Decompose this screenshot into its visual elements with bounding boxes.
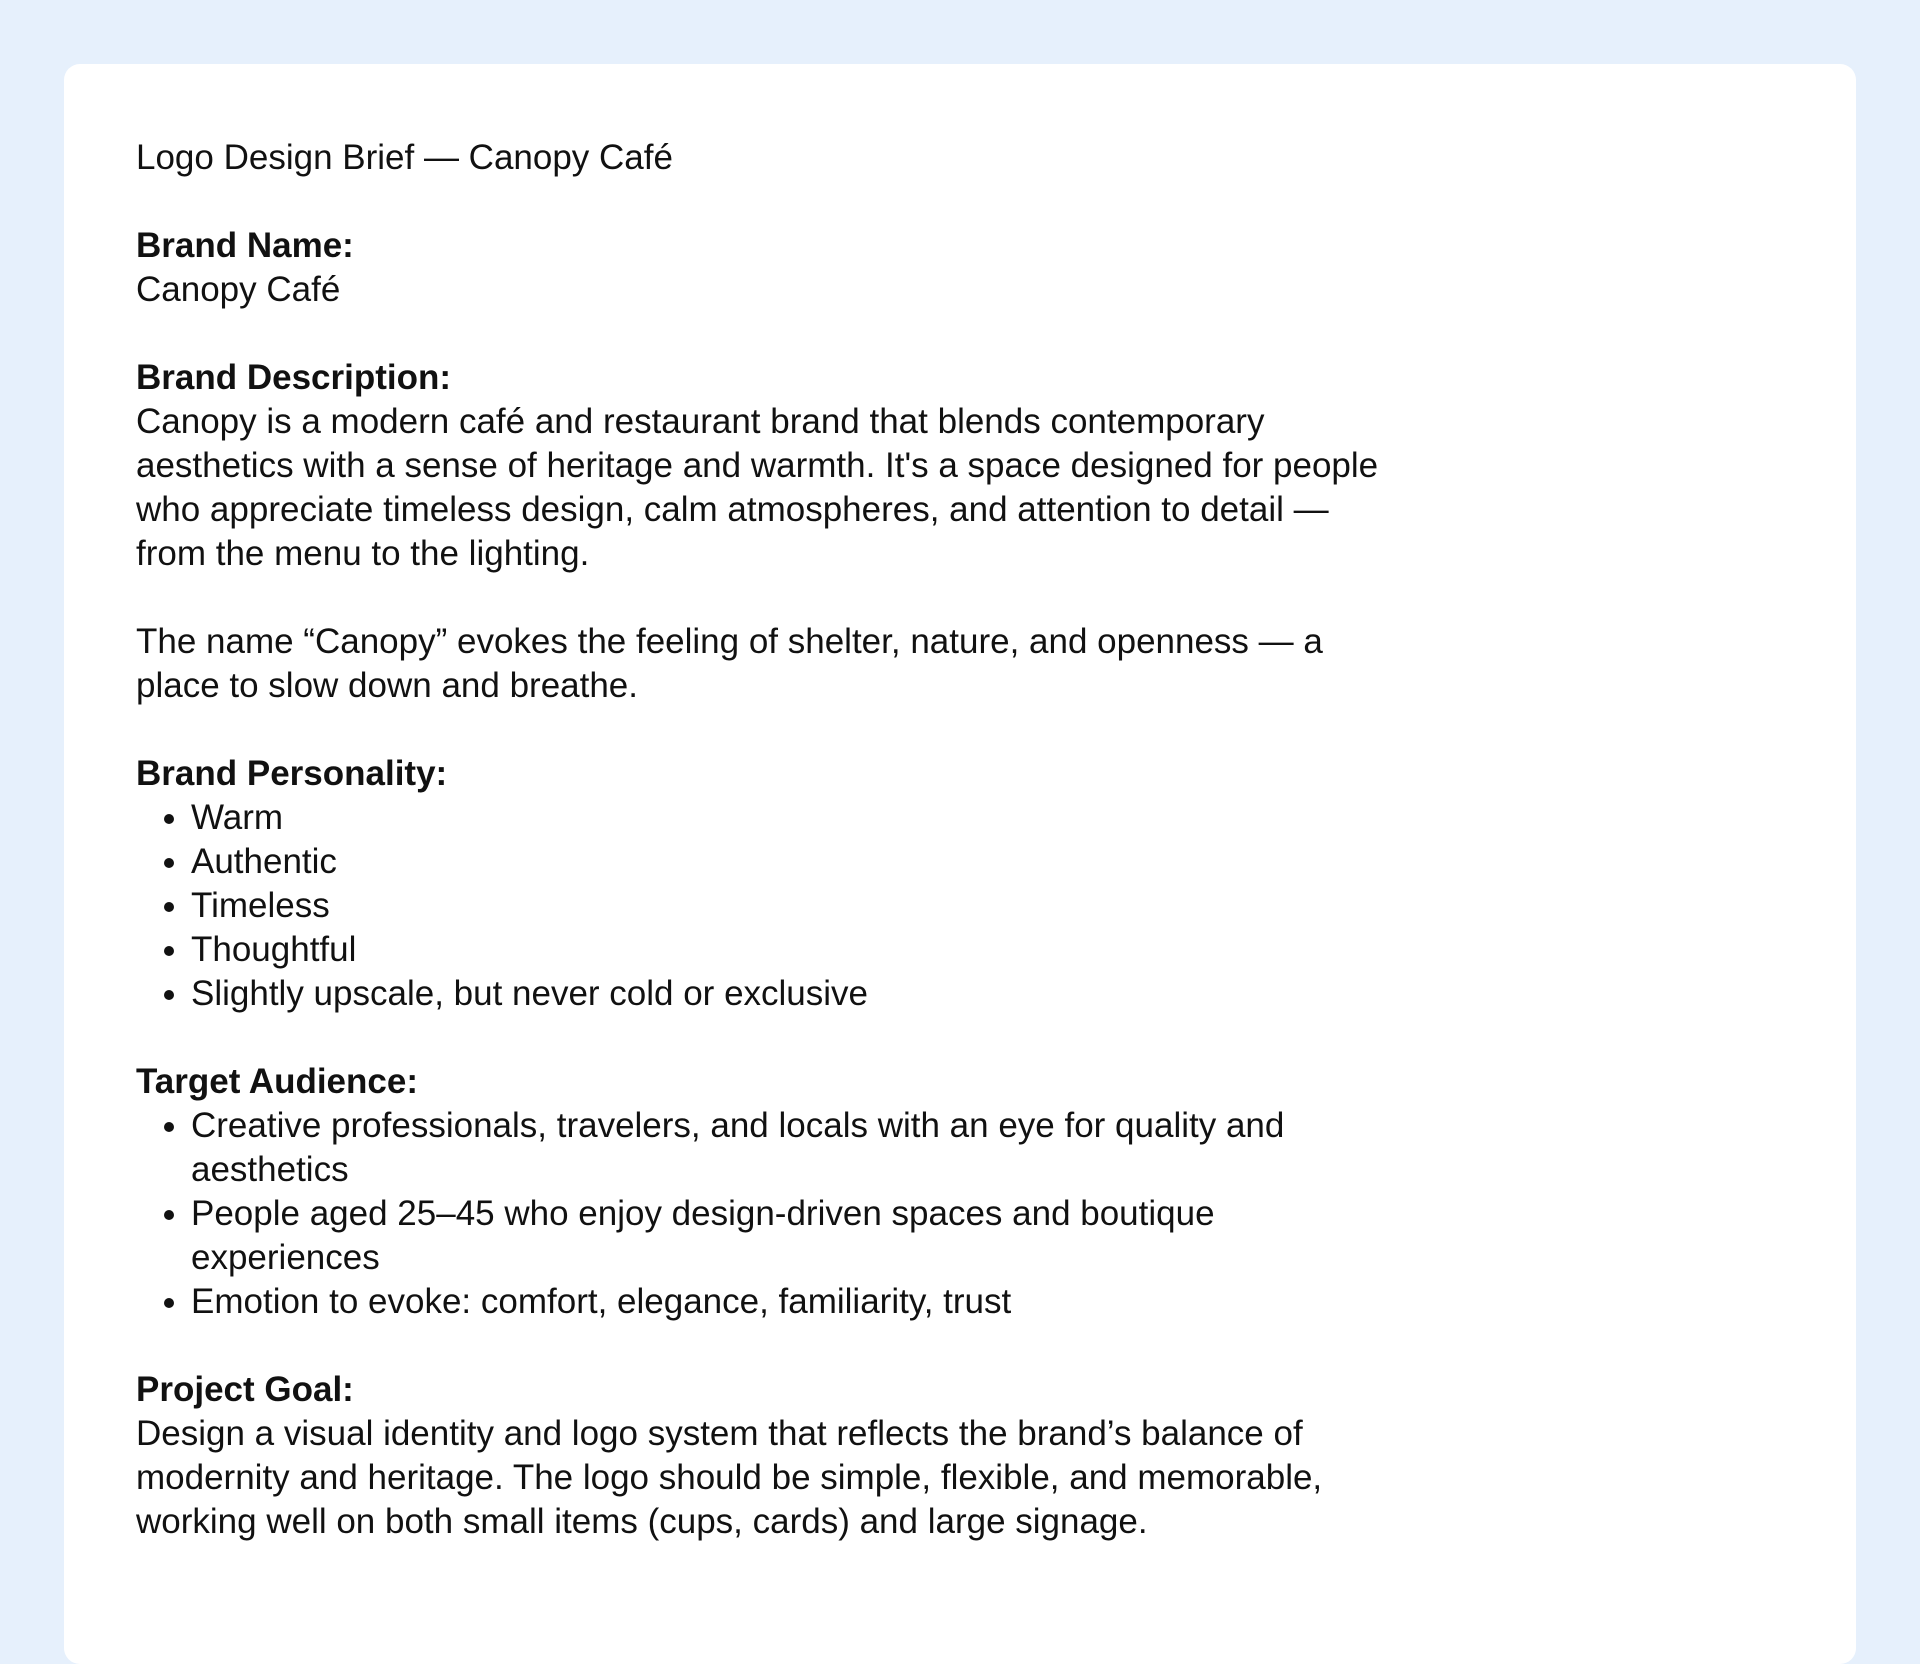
brand-description-paragraph: The name “Canopy” evokes the feeling of shelter, nature, and openness — a place to slow down and breathe.: [136, 622, 1323, 705]
list-item: • Creative professionals, travelers, and locals with an eye for quality and aesthetics: [191, 1104, 1396, 1192]
document-title: Logo Design Brief — Canopy Café: [136, 138, 673, 177]
brand-name-label: Brand Name:: [136, 226, 354, 265]
list-item: • Thoughtful: [191, 928, 1396, 972]
brand-description-label: Brand Description:: [136, 358, 452, 397]
brand-personality-section: [136, 752, 1396, 1016]
project-goal-label: Project Goal:: [136, 1370, 354, 1409]
list-item: • Authentic: [191, 840, 1396, 884]
list-item: • Timeless: [191, 884, 1396, 928]
project-goal-text: Design a visual identity and logo system that reflects the brand’s balance of modernity and heritage. The logo should be simple, flexible, and memorable, working well on both small items (cups, cards) and large signage.: [136, 1414, 1323, 1541]
design-brief: [136, 136, 1396, 1544]
brand-personality-label: Brand Personality:: [136, 754, 448, 793]
brand-name-value: Canopy Café: [136, 270, 341, 309]
target-audience-section: [136, 1060, 1396, 1324]
list-item: • Slightly upscale, but never cold or exclusive: [191, 972, 1396, 1016]
list-item: • Warm: [191, 796, 1396, 840]
target-audience-list: [136, 1104, 1396, 1324]
brand-personality-list: [136, 796, 1396, 1016]
project-goal-section: [136, 1368, 1396, 1544]
list-item: • Emotion to evoke: comfort, elegance, familiarity, trust: [191, 1280, 1396, 1324]
brand-description-section: [136, 356, 1396, 708]
brand-name-section: [136, 224, 1396, 312]
brand-description-paragraph: Canopy is a modern café and restaurant brand that blends contemporary aesthetics with a sense of heritage and warmth. It's a space designed for people who appreciate timeless design, calm atmospheres, and attention to detail — from the menu to the lighting.: [136, 402, 1379, 573]
target-audience-label: Target Audience:: [136, 1062, 418, 1101]
document-card: [64, 64, 1856, 1664]
list-item: • People aged 25–45 who enjoy design-driven spaces and boutique experiences: [191, 1192, 1396, 1280]
